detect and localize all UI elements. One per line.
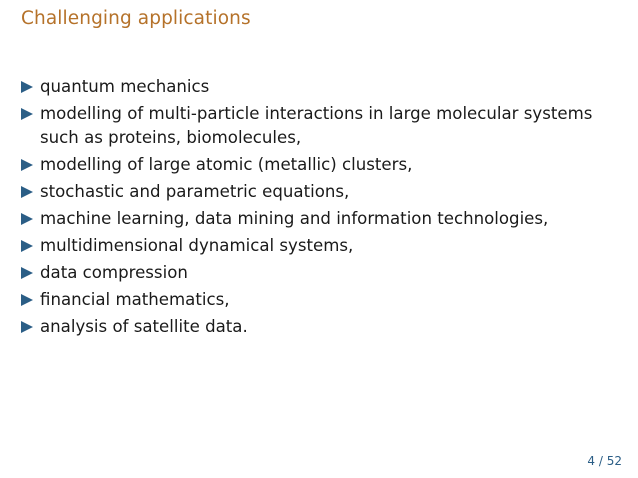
triangle-right-icon — [21, 267, 33, 279]
list-item — [21, 315, 621, 339]
triangle-right-icon — [21, 108, 33, 120]
bullet-list — [21, 75, 621, 342]
list-item-text: modelling of multi-particle interactions in large molecular systems such as proteins, biomolecules, — [40, 104, 593, 147]
list-item — [21, 261, 621, 285]
list-item-text: financial mathematics, — [40, 290, 230, 309]
list-item — [21, 102, 621, 150]
list-item — [21, 288, 621, 312]
triangle-right-icon — [21, 159, 33, 171]
triangle-right-icon — [21, 294, 33, 306]
triangle-right-icon — [21, 81, 33, 93]
triangle-right-icon — [21, 213, 33, 225]
triangle-right-icon — [21, 186, 33, 198]
list-item-text: multidimensional dynamical systems, — [40, 236, 354, 255]
list-item — [21, 207, 621, 231]
list-item — [21, 153, 621, 177]
list-item-text: machine learning, data mining and information technologies, — [40, 209, 549, 228]
list-item-text: quantum mechanics — [40, 77, 210, 96]
list-item — [21, 180, 621, 204]
page-number: 4 / 52 — [587, 454, 622, 468]
list-item-text: modelling of large atomic (metallic) clusters, — [40, 155, 413, 174]
list-item-text: stochastic and parametric equations, — [40, 182, 350, 201]
triangle-right-icon — [21, 240, 33, 252]
list-item — [21, 75, 621, 99]
triangle-right-icon — [21, 321, 33, 333]
list-item-text: analysis of satellite data. — [40, 317, 248, 336]
slide-title: Challenging applications — [21, 8, 251, 29]
list-item — [21, 234, 621, 258]
list-item-text: data compression — [40, 263, 188, 282]
